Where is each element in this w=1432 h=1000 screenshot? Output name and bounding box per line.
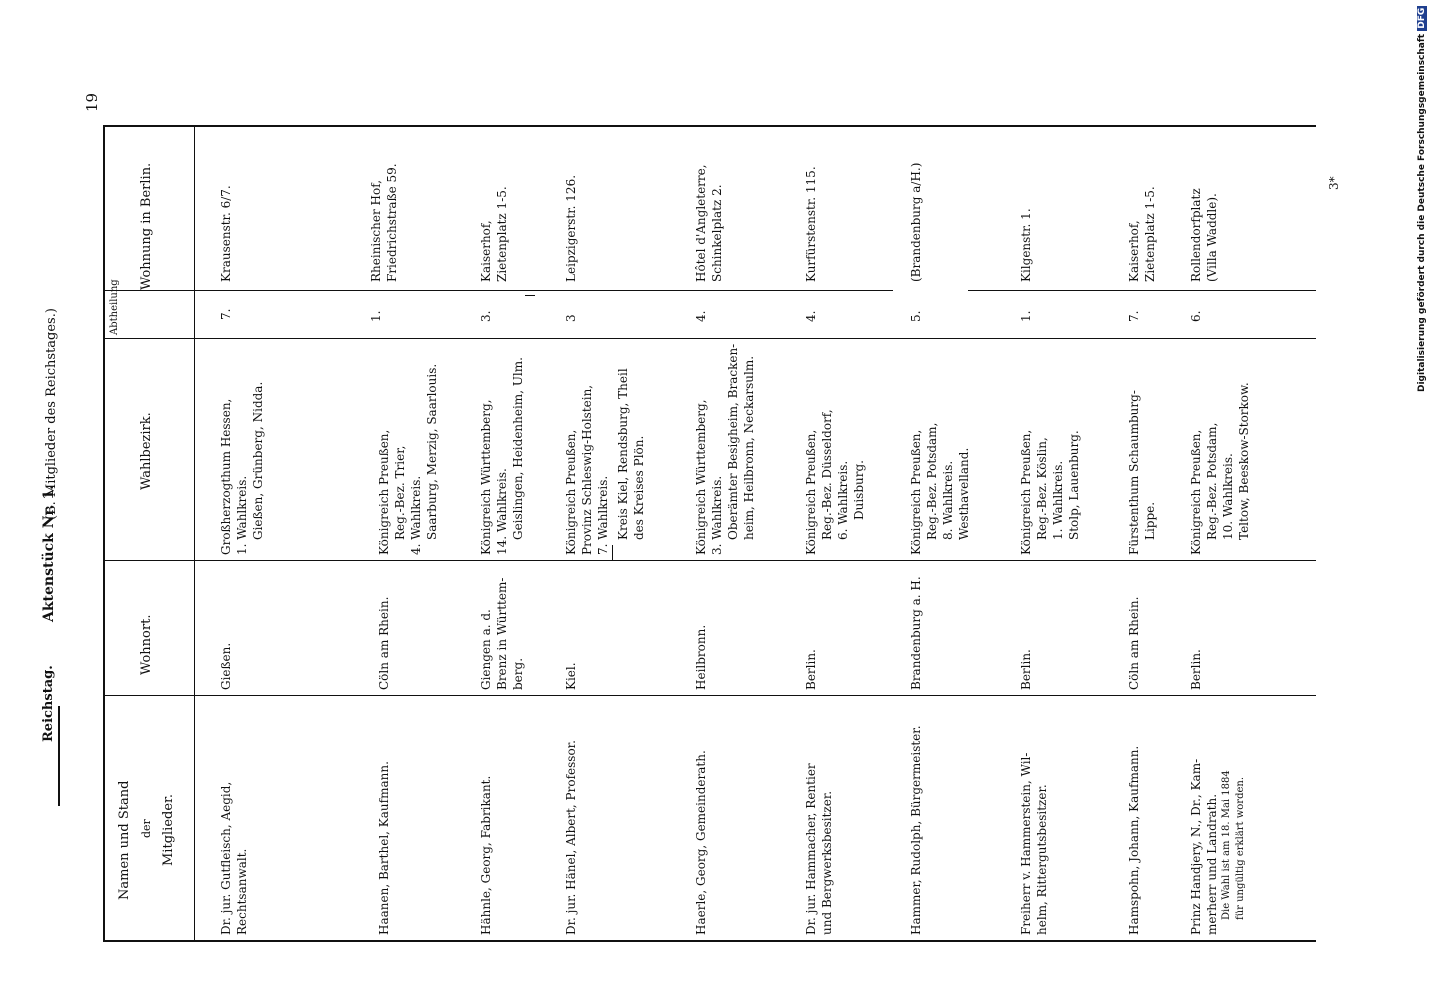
table-bottom-rule bbox=[103, 940, 1316, 942]
col-rule-name-residence bbox=[103, 695, 1316, 696]
row-6-residence: Berlin. bbox=[804, 649, 818, 690]
row-7-berlin: (Brandenburg a/H.) bbox=[909, 162, 923, 282]
row-10-note-1: Die Wahl ist am 18. Mai 1884 bbox=[1221, 770, 1232, 920]
row-6-district-3: 6. Wahlkreis. bbox=[836, 460, 850, 540]
row-2-district-1: Königreich Preußen, bbox=[377, 429, 391, 555]
row-4-section: 3 bbox=[564, 314, 578, 322]
row-10-berlin-1: Rollendorfplatz bbox=[1189, 188, 1203, 282]
page-number: 19 bbox=[83, 92, 101, 112]
row-8-berlin: Kilgenstr. 1. bbox=[1019, 208, 1033, 282]
col-rule-section-berlin bbox=[103, 290, 893, 291]
col-rule-section-berlin-2 bbox=[968, 290, 1316, 291]
digitization-note-text: Digitalisierung gefördert durch die Deutsche Forschungsgemeinschaft bbox=[1417, 33, 1427, 392]
row-8-section: 1. bbox=[1019, 310, 1033, 322]
row-2-section: 1. bbox=[369, 310, 383, 322]
row-6-section: 4. bbox=[804, 310, 818, 322]
table-top-rule bbox=[103, 125, 1316, 127]
row-3-residence-3: berg. bbox=[511, 657, 525, 690]
row-10-name-2: merherr und Landrath. bbox=[1205, 793, 1219, 935]
row-10-district-3: 10. Wahlkreis. bbox=[1221, 453, 1235, 540]
row-3-residence-1: Giengen a. d. bbox=[479, 609, 493, 690]
col-rule-district-section bbox=[103, 338, 1316, 339]
row-1-name-line-2: Rechtsanwalt. bbox=[235, 848, 249, 935]
row-6-name-1: Dr. jur. Hammacher, Rentier bbox=[804, 763, 818, 935]
digitization-note bbox=[1418, 6, 1427, 392]
row-4-name: Dr. jur. Hänel, Albert, Professor. bbox=[564, 740, 578, 935]
row-2-berlin-2: Friedrichstraße 59. bbox=[385, 163, 399, 282]
row-1-district-1: Großherzogthum Hessen, bbox=[219, 398, 233, 555]
row-10-section: 6. bbox=[1189, 310, 1203, 322]
row-2-name: Haanen, Barthel, Kaufmann. bbox=[377, 761, 391, 935]
row-1-section: 7. bbox=[219, 308, 233, 320]
col-header-name-2: der bbox=[140, 819, 153, 838]
col-header-name-3: Mitglieder. bbox=[161, 794, 176, 866]
col-rule-residence-district bbox=[103, 560, 1316, 561]
row-10-district-2: Reg.-Bez. Potsdam, bbox=[1205, 422, 1219, 540]
row-7-district-1: Königreich Preußen, bbox=[909, 429, 923, 555]
row-7-section: 5. bbox=[909, 310, 923, 322]
row-4-district-3: 7. Wahlkreis. bbox=[596, 475, 610, 555]
row-4-tick bbox=[612, 545, 613, 560]
row-5-berlin-2: Schinkelplatz 2. bbox=[710, 184, 724, 282]
row-8-name-1: Freiherr v. Hammerstein, Wil- bbox=[1019, 752, 1033, 935]
row-1-residence: Gießen. bbox=[219, 642, 233, 690]
row-6-district-4: Duisburg. bbox=[852, 460, 866, 520]
row-3-section: 3. bbox=[479, 310, 493, 322]
row-7-district-2: Reg.-Bez. Potsdam, bbox=[925, 422, 939, 540]
header-underline bbox=[58, 706, 60, 806]
row-3-rule bbox=[525, 295, 535, 296]
row-3-district-3: Geislingen, Heidenheim, Ulm. bbox=[511, 357, 525, 540]
row-3-name: Hähnle, Georg, Fabrikant. bbox=[479, 775, 493, 935]
row-7-name: Hammer, Rudolph, Bürgermeister. bbox=[909, 725, 923, 935]
row-1-district-3: Gießen, Grünberg, Nidda. bbox=[251, 381, 265, 540]
col-header-section: Abtheilung bbox=[109, 279, 120, 335]
row-1-district-2: 1. Wahlkreis. bbox=[235, 475, 249, 555]
row-9-name: Hamspohn, Johann, Kaufmann. bbox=[1127, 745, 1141, 935]
row-8-district-2: Reg.-Bez. Köslin, bbox=[1035, 437, 1049, 540]
row-8-residence: Berlin. bbox=[1019, 649, 1033, 690]
row-4-district-5: des Kreises Plön. bbox=[632, 435, 646, 540]
row-10-district-1: Königreich Preußen, bbox=[1189, 429, 1203, 555]
row-6-district-1: Königreich Preußen, bbox=[804, 429, 818, 555]
row-10-berlin-2: (Villa Waddle). bbox=[1205, 193, 1219, 282]
row-9-district-1: Fürstenthum Schaumburg- bbox=[1127, 390, 1141, 555]
row-8-district-1: Königreich Preußen, bbox=[1019, 429, 1033, 555]
row-9-berlin-2: Zietenplatz 1-5. bbox=[1143, 186, 1157, 282]
row-3-residence-2: Brenz in Württem- bbox=[495, 577, 509, 690]
row-8-district-4: Stolp, Lauenburg. bbox=[1067, 430, 1081, 540]
row-9-district-2: Lippe. bbox=[1143, 501, 1157, 540]
row-4-district-1: Königreich Preußen, bbox=[564, 429, 578, 555]
row-7-district-4: Westhavelland. bbox=[957, 447, 971, 540]
row-2-district-4: Saarburg, Merzig, Saarlouis. bbox=[425, 363, 439, 540]
row-10-district-4: Teltow, Beeskow-Storkow. bbox=[1237, 382, 1251, 540]
row-10-residence: Berlin. bbox=[1189, 649, 1203, 690]
row-8-name-2: helm, Rittergutsbesitzer. bbox=[1035, 784, 1049, 935]
row-5-section: 4. bbox=[694, 310, 708, 322]
row-8-district-3: 1. Wahlkreis. bbox=[1051, 460, 1065, 540]
running-head: Reichstag. bbox=[41, 665, 56, 742]
row-3-district-1: Königreich Württemberg, bbox=[479, 399, 493, 555]
row-10-name-1: Prinz Handjery, N., Dr., Kam- bbox=[1189, 758, 1203, 935]
row-5-district-1: Königreich Württemberg, bbox=[694, 399, 708, 555]
table-left-rule bbox=[103, 125, 105, 940]
row-1-berlin-1: Krausenstr. 6/7. bbox=[219, 185, 233, 282]
row-4-district-4: Kreis Kiel, Rendsburg, Theil bbox=[616, 368, 630, 540]
row-5-berlin-1: Hôtel d'Angleterre, bbox=[694, 164, 708, 282]
row-5-district-4: heim, Heilbronn, Neckarsulm. bbox=[742, 355, 756, 540]
row-9-section: 7. bbox=[1127, 310, 1141, 322]
dfg-logo: DFG bbox=[1417, 7, 1427, 29]
row-5-name: Haerle, Georg, Gemeinderath. bbox=[694, 750, 708, 935]
row-2-residence: Cöln am Rhein. bbox=[377, 596, 391, 690]
row-4-district-2: Provinz Schleswig-Holstein, bbox=[580, 384, 594, 555]
row-2-district-3: 4. Wahlkreis. bbox=[409, 475, 423, 555]
row-6-name-2: und Bergwerksbesitzer. bbox=[820, 790, 834, 935]
row-5-residence: Heilbronn. bbox=[694, 624, 708, 690]
row-4-berlin: Leipzigerstr. 126. bbox=[564, 174, 578, 282]
col-header-berlin: Wohnung in Berlin. bbox=[139, 162, 154, 290]
row-7-residence: Brandenburg a. H. bbox=[909, 576, 923, 690]
row-9-berlin-1: Kaiserhof, bbox=[1127, 220, 1141, 282]
signature-mark: 3* bbox=[1327, 176, 1341, 190]
col-header-district: Wahlbezirk. bbox=[139, 412, 154, 490]
row-5-district-2: 3. Wahlkreis. bbox=[710, 475, 724, 555]
header-separator bbox=[194, 125, 195, 940]
col-header-residence: Wohnort. bbox=[139, 614, 154, 675]
row-3-berlin-2: Zietenplatz 1-5. bbox=[495, 186, 509, 282]
row-7-district-3: 8. Wahlkreis. bbox=[941, 460, 955, 540]
row-2-berlin-1: Rheinischer Hof, bbox=[369, 179, 383, 282]
col-header-name-1: Namen und Stand bbox=[117, 780, 132, 900]
row-1-name-line-1: Dr. jur. Gutfleisch, Aegid, bbox=[219, 781, 233, 935]
document-subtitle: (B. Mitglieder des Reichstages.) bbox=[44, 308, 59, 520]
row-6-district-2: Reg.-Bez. Düsseldorf, bbox=[820, 409, 834, 540]
row-5-district-3: Oberämter Besigheim, Bracken- bbox=[726, 343, 740, 540]
row-6-berlin: Kurfürstenstr. 115. bbox=[804, 166, 818, 282]
row-3-berlin-1: Kaiserhof, bbox=[479, 220, 493, 282]
row-4-residence: Kiel. bbox=[564, 662, 578, 690]
row-9-residence: Cöln am Rhein. bbox=[1127, 596, 1141, 690]
row-2-district-2: Reg.-Bez. Trier, bbox=[393, 445, 407, 540]
document-number: Aktenstück Nr. 1. bbox=[41, 485, 57, 622]
row-10-note-2: für ungültig erklärt worden. bbox=[1235, 776, 1246, 920]
row-3-district-2: 14. Wahlkreis. bbox=[495, 468, 509, 555]
